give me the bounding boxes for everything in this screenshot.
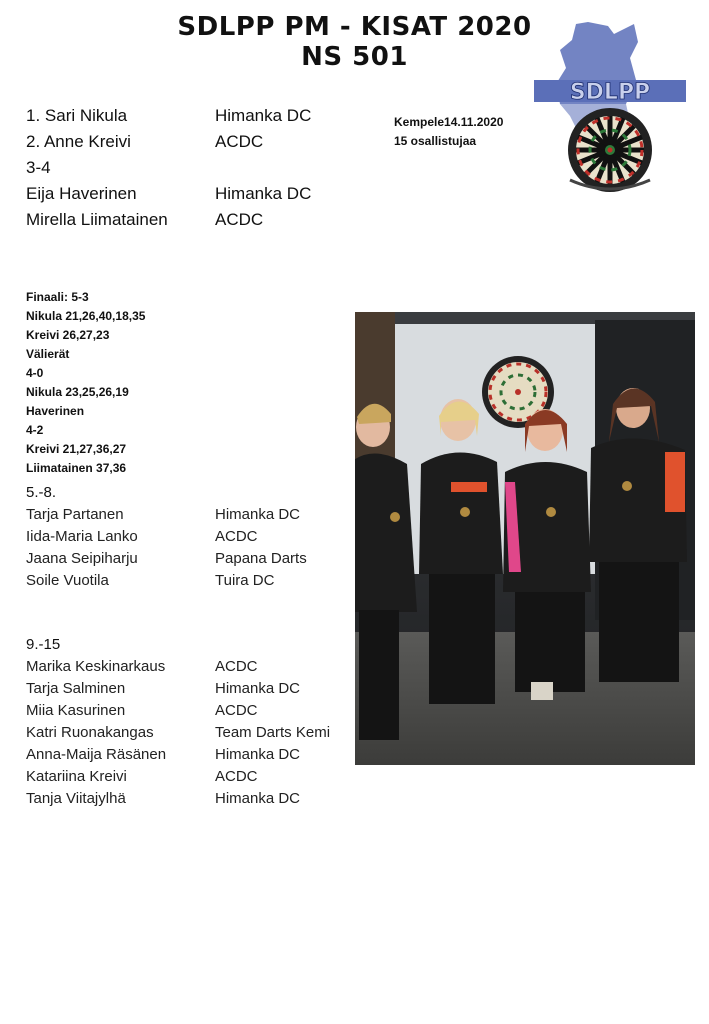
player-name: Eija Haverinen: [26, 184, 137, 203]
player-club: Himanka DC: [215, 790, 301, 807]
player-club: Himanka DC: [215, 184, 312, 203]
event-participants: 15 osallistujaa: [394, 134, 477, 148]
player-name: Katri Ruonakangas: [26, 724, 154, 741]
player-name: Mirella Liimatainen: [26, 210, 168, 229]
result-line: Liimatainen 37,36: [26, 461, 127, 475]
player-club: Tuira DC: [215, 572, 275, 589]
title-line-1: SDLPP PM - KISAT 2020: [177, 12, 532, 42]
winners-photo: [355, 312, 695, 765]
title-line-2: NS 501: [301, 42, 408, 72]
player-name: Anna-Maija Räsänen: [26, 746, 167, 763]
player-club: ACDC: [215, 702, 258, 719]
player-name: Jaana Seipiharju: [26, 550, 138, 567]
section-heading-9-15: 9.-15: [26, 636, 61, 653]
player-name: Tarja Partanen: [26, 506, 124, 523]
player-name: Miia Kasurinen: [26, 702, 126, 719]
player-club: ACDC: [215, 658, 258, 675]
result-line: Finaali: 5-3: [26, 290, 89, 304]
logo-text: SDLPP: [569, 80, 651, 105]
dartboard-icon: [568, 108, 652, 192]
result-line: 4-2: [26, 423, 44, 437]
player-club: Himanka DC: [215, 746, 301, 763]
player-club: ACDC: [215, 768, 258, 785]
player-name: Katariina Kreivi: [26, 768, 127, 785]
player-name: 1. Sari Nikula: [26, 106, 128, 125]
player-club: Papana Darts: [215, 550, 307, 567]
player-club: Himanka DC: [215, 106, 312, 125]
player-name: 2. Anne Kreivi: [26, 132, 131, 151]
player-club: ACDC: [215, 528, 258, 545]
player-name: Iida-Maria Lanko: [26, 528, 138, 545]
player-name: Marika Keskinarkaus: [26, 658, 166, 675]
player-name: Tarja Salminen: [26, 680, 126, 697]
result-line: Kreivi 26,27,23: [26, 328, 110, 342]
result-line: Haverinen: [26, 404, 85, 418]
event-place-date: Kempele14.11.2020: [394, 115, 504, 129]
result-line: 4-0: [26, 366, 44, 380]
player-club: Himanka DC: [215, 680, 301, 697]
result-line: Välierät: [26, 347, 70, 361]
result-line: Nikula 21,26,40,18,35: [26, 309, 146, 323]
event-info: [394, 113, 503, 151]
section-heading-5-8: 5.-8.: [26, 484, 57, 501]
player-club: ACDC: [215, 132, 264, 151]
third-place-label: 3-4: [26, 158, 51, 177]
player-club: Team Darts Kemi: [215, 724, 331, 741]
player-name: Tanja Viitajylhä: [26, 790, 126, 807]
sdlpp-logo: [530, 20, 690, 192]
player-club: Himanka DC: [215, 506, 301, 523]
player-club: ACDC: [215, 210, 264, 229]
match-results: [26, 288, 145, 478]
result-line: Nikula 23,25,26,19: [26, 385, 129, 399]
result-line: Kreivi 21,27,36,27: [26, 442, 127, 456]
player-name: Soile Vuotila: [26, 572, 109, 589]
